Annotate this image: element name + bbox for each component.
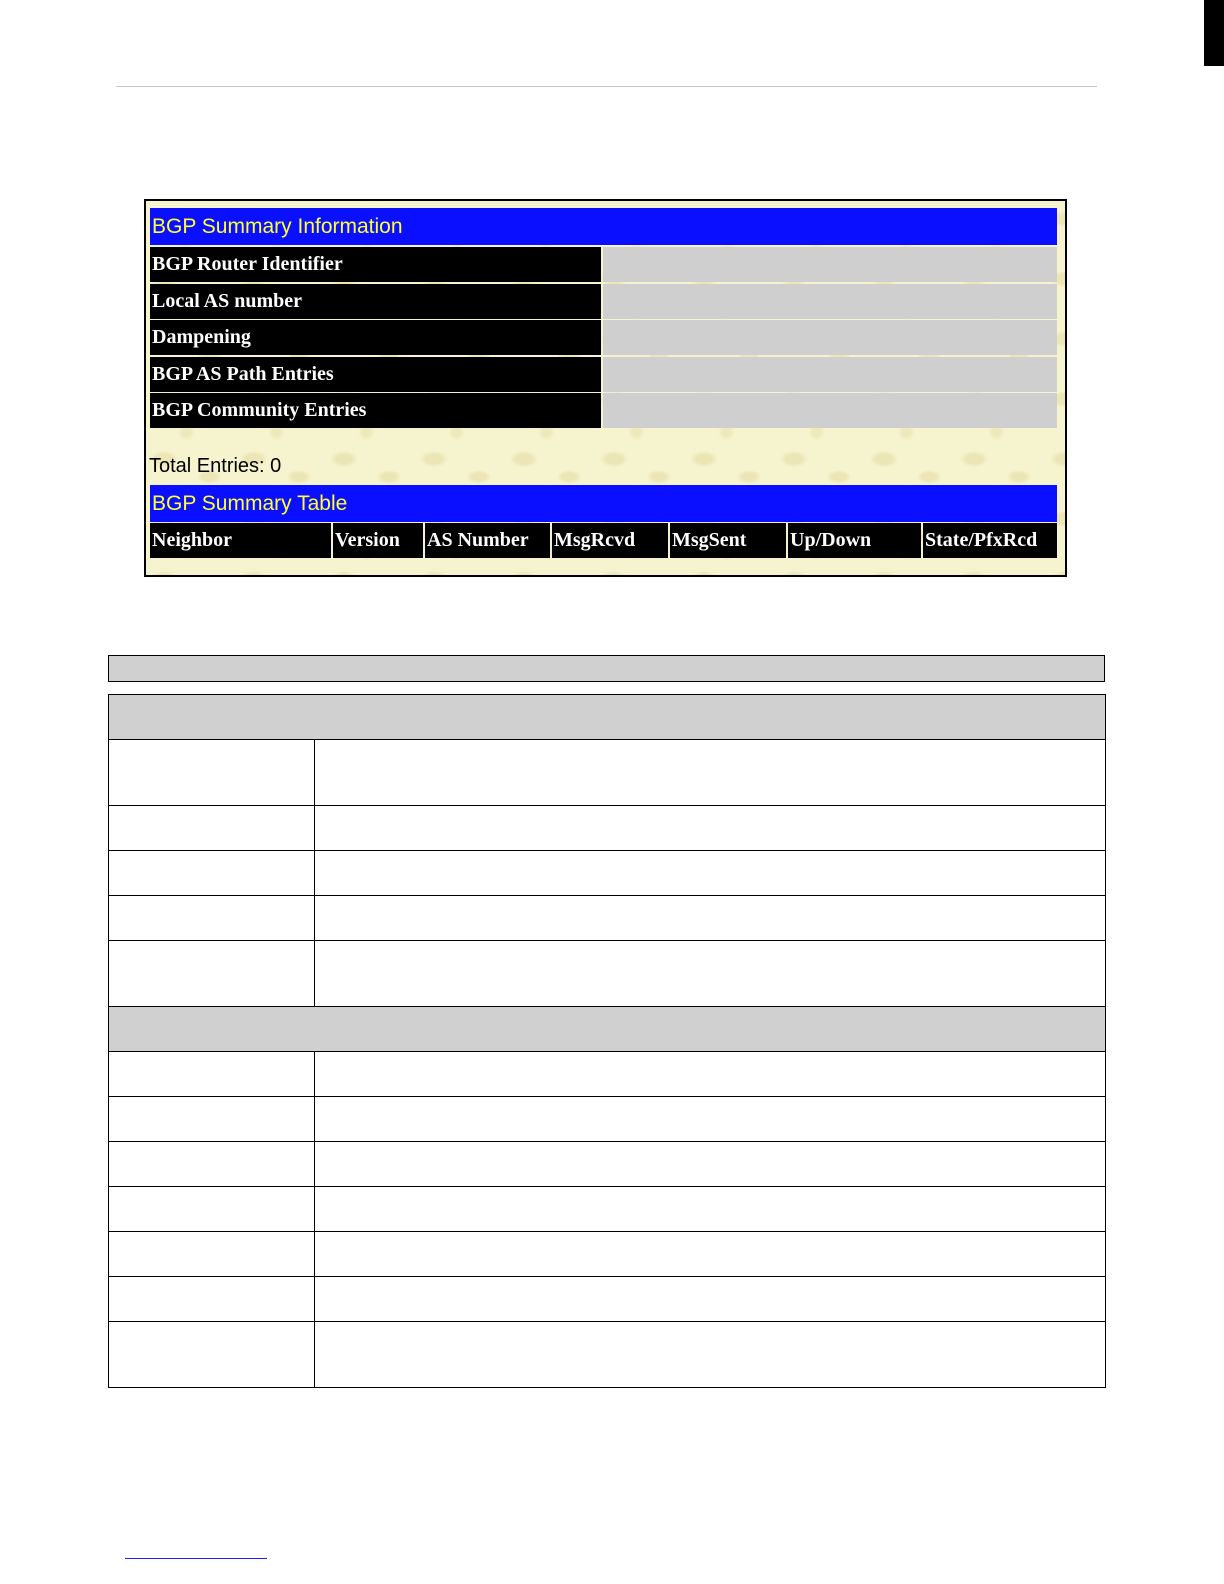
description-cell bbox=[315, 1142, 1106, 1187]
bgp-summary-screenshot bbox=[144, 199, 1067, 577]
community-entries-value bbox=[603, 393, 1057, 428]
description-cell bbox=[315, 896, 1106, 941]
info-row-dampening bbox=[150, 320, 1057, 355]
info-row-router-identifier bbox=[150, 247, 1057, 282]
parameter-cell bbox=[109, 740, 315, 806]
parameter-cell bbox=[109, 1277, 315, 1322]
column-as-number: AS Number bbox=[425, 523, 550, 558]
column-msgsent: MsgSent bbox=[670, 523, 786, 558]
description-cell bbox=[315, 1052, 1106, 1097]
footer-link-rule bbox=[125, 1558, 267, 1559]
section-row bbox=[109, 1007, 1106, 1052]
router-identifier-value bbox=[603, 247, 1057, 282]
parameter-cell bbox=[109, 896, 315, 941]
bgp-summary-table-header: BGP Summary Table bbox=[150, 485, 1057, 522]
parameter-cell bbox=[109, 941, 315, 1007]
local-as-number-value bbox=[603, 284, 1057, 319]
column-up-down: Up/Down bbox=[788, 523, 921, 558]
parameter-cell bbox=[109, 806, 315, 851]
parameter-cell bbox=[109, 1322, 315, 1388]
dampening-value bbox=[603, 320, 1057, 355]
parameter-cell bbox=[109, 1052, 315, 1097]
description-cell bbox=[315, 1097, 1106, 1142]
parameter-cell bbox=[109, 1097, 315, 1142]
description-cell bbox=[315, 851, 1106, 896]
description-table bbox=[108, 694, 1106, 1388]
bgp-summary-information-header: BGP Summary Information bbox=[150, 208, 1057, 245]
column-msgrcvd: MsgRcvd bbox=[552, 523, 668, 558]
dampening-label: Dampening bbox=[150, 320, 601, 355]
as-path-entries-value bbox=[603, 357, 1057, 392]
page-edge-tab bbox=[1204, 0, 1224, 66]
community-entries-label: BGP Community Entries bbox=[150, 393, 601, 428]
description-cell bbox=[315, 1322, 1106, 1388]
description-cell bbox=[315, 740, 1106, 806]
column-state-pfxrcd: State/PfxRcd bbox=[923, 523, 1057, 558]
info-row-as-path-entries bbox=[150, 357, 1057, 392]
as-path-entries-label: BGP AS Path Entries bbox=[150, 357, 601, 392]
section-row bbox=[109, 695, 1106, 740]
description-cell bbox=[315, 806, 1106, 851]
local-as-number-label: Local AS number bbox=[150, 284, 601, 319]
description-cell bbox=[315, 1232, 1106, 1277]
total-entries: Total Entries: 0 bbox=[149, 455, 282, 477]
info-row-community-entries bbox=[150, 393, 1057, 428]
parameter-cell bbox=[109, 1142, 315, 1187]
column-neighbor: Neighbor bbox=[150, 523, 331, 558]
router-identifier-label: BGP Router Identifier bbox=[150, 247, 601, 282]
header-rule bbox=[116, 86, 1097, 87]
summary-table-header-row bbox=[150, 523, 1057, 558]
info-row-local-as-number bbox=[150, 284, 1057, 319]
parameter-cell bbox=[109, 1232, 315, 1277]
column-version: Version bbox=[333, 523, 423, 558]
description-cell bbox=[315, 1277, 1106, 1322]
parameter-cell bbox=[109, 1187, 315, 1232]
description-cell bbox=[315, 1187, 1106, 1232]
description-title-bar bbox=[108, 655, 1105, 682]
description-cell bbox=[315, 941, 1106, 1007]
parameter-cell bbox=[109, 851, 315, 896]
